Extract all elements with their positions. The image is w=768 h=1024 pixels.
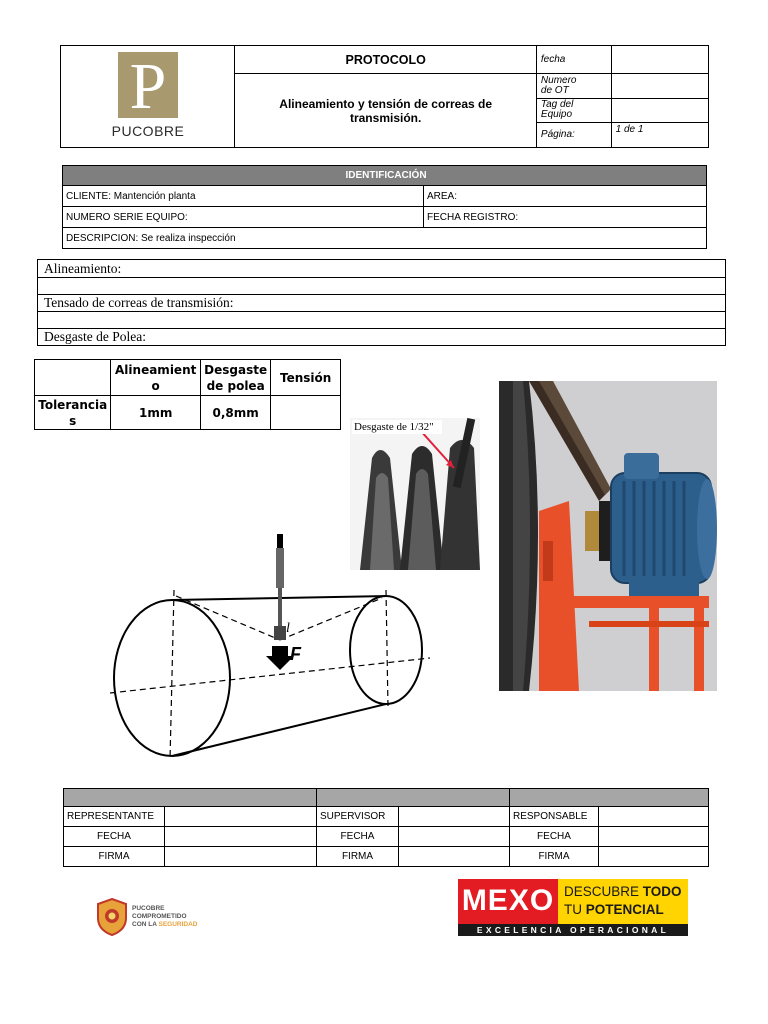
logo-text: PUCOBRE: [111, 123, 185, 139]
signature-table: [63, 788, 709, 867]
firma-label-3: FIRMA: [510, 847, 599, 867]
belt-tension-diagram: [110, 528, 440, 760]
tensado-label: Tensado de correas de transmisión:: [38, 295, 726, 312]
diagram-label-l: l: [286, 621, 290, 636]
supervisor-value[interactable]: [399, 807, 510, 827]
val-tension[interactable]: [271, 396, 341, 430]
safety-shield-icon: [96, 898, 128, 936]
alineamiento-label: Alineamiento:: [38, 260, 726, 278]
fecha-value[interactable]: [611, 46, 708, 74]
fecha-value-2[interactable]: [399, 827, 510, 847]
fecha-registro-field[interactable]: FECHA REGISTRO:: [424, 207, 707, 228]
mexo-box: [458, 879, 558, 924]
val-desgaste: 0,8mm: [200, 396, 270, 430]
mexo-text: MEXO: [461, 884, 555, 917]
firma-value-2[interactable]: [399, 847, 510, 867]
sign-header-2: [317, 789, 510, 807]
safety-line-2: COMPROMETIDO: [132, 913, 187, 920]
fecha-label-3: FECHA: [510, 827, 599, 847]
tolerance-corner: [35, 360, 111, 396]
fecha-value-1[interactable]: [165, 827, 317, 847]
firma-value-3[interactable]: [599, 847, 709, 867]
descripcion-field[interactable]: DESCRIPCION: Se realiza inspección: [63, 228, 707, 249]
pulley-caption: Desgaste de 1/32": [354, 421, 434, 433]
fecha-label: fecha: [536, 46, 611, 74]
tag-equipo-label: Tag del Equipo: [536, 98, 611, 122]
responsable-value[interactable]: [599, 807, 709, 827]
numero-serie-field[interactable]: NUMERO SERIE EQUIPO:: [63, 207, 424, 228]
fecha-label-1: FECHA: [64, 827, 165, 847]
motor-illustration: [499, 381, 717, 691]
identification-heading: IDENTIFICACIÓN: [63, 166, 707, 186]
slogan-line-1: DESCUBRE TODO: [564, 884, 682, 899]
diagram-label-f: F: [290, 644, 301, 664]
sign-header-1: [64, 789, 317, 807]
checks-table: [37, 259, 726, 346]
identification-table: [62, 165, 707, 249]
alineamiento-value[interactable]: [38, 278, 726, 295]
row-tolerancias: Tolerancia s: [35, 396, 111, 430]
logo-letter: P: [129, 50, 167, 123]
pagina-label: Página:: [536, 122, 611, 147]
logo-cell: [61, 46, 235, 148]
excelencia-text: EXCELENCIA OPERACIONAL: [476, 925, 670, 935]
val-alineamiento: 1mm: [111, 396, 200, 430]
slogan-line-2: TU POTENCIAL: [564, 902, 664, 917]
protocol-title: PROTOCOLO: [235, 46, 537, 74]
numero-ot-label: Numero de OT: [536, 74, 611, 98]
tensado-value[interactable]: [38, 312, 726, 329]
safety-logo: [96, 898, 226, 938]
fecha-label-2: FECHA: [317, 827, 399, 847]
firma-label-2: FIRMA: [317, 847, 399, 867]
responsable-label: RESPONSABLE: [510, 807, 599, 827]
safety-line-1: PUCOBRE: [132, 905, 165, 912]
tolerance-table: [34, 359, 341, 430]
cliente-field[interactable]: CLIENTE: Mantención planta: [63, 186, 424, 207]
area-field[interactable]: AREA:: [424, 186, 707, 207]
tag-equipo-value[interactable]: [611, 98, 708, 122]
col-alineamiento: Alineamient o: [111, 360, 200, 396]
representante-value[interactable]: [165, 807, 317, 827]
representante-label: REPRESENTANTE: [64, 807, 165, 827]
motor-photo: [499, 381, 717, 691]
numero-ot-value[interactable]: [611, 74, 708, 98]
pucobre-logo: [98, 50, 198, 140]
sign-header-3: [510, 789, 709, 807]
supervisor-label: SUPERVISOR: [317, 807, 399, 827]
slogan-box: [558, 879, 688, 924]
safety-line-3: CON LA SEGURIDAD: [132, 921, 198, 928]
mexo-banner: [458, 879, 688, 936]
col-desgaste: Desgaste de polea: [200, 360, 270, 396]
desgaste-label: Desgaste de Polea:: [38, 329, 726, 346]
pagina-value: 1 de 1: [611, 122, 708, 147]
header-table: [60, 45, 709, 148]
firma-label-1: FIRMA: [64, 847, 165, 867]
fecha-value-3[interactable]: [599, 827, 709, 847]
col-tension: Tensión: [271, 360, 341, 396]
protocol-subtitle: Alineamiento y tensión de correas de transmisión.: [235, 74, 537, 148]
firma-value-1[interactable]: [165, 847, 317, 867]
